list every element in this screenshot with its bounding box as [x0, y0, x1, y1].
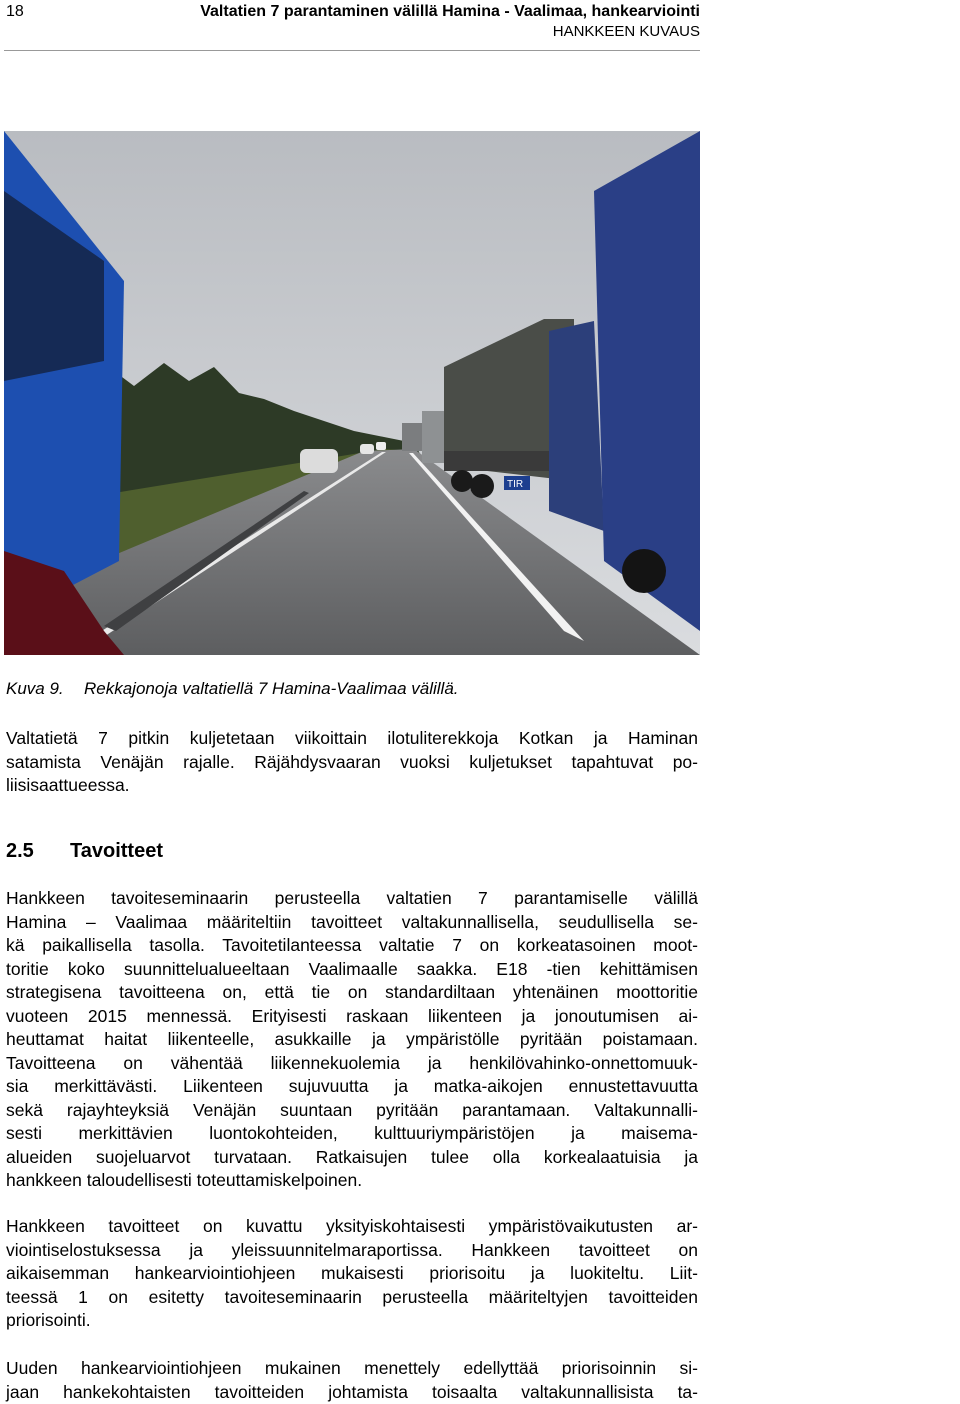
figure-caption-label: Kuva 9. — [6, 679, 84, 699]
text-line: Valtatietä 7 pitkin kuljetetaan viikoittain ilotuliterekkoja Kotkan ja Haminan — [6, 727, 698, 751]
truck-wheel — [622, 549, 666, 593]
text-line: sia merkittävästi. Liikenteen sujuvuutta ja matka-aikojen ennustettavuutta — [6, 1075, 698, 1099]
figure-caption-text: Rekkajonoja valtatiellä 7 Hamina-Vaalimaa välillä. — [84, 679, 459, 698]
distant-car — [360, 444, 374, 454]
section-heading — [6, 840, 163, 863]
tir-label: TIR — [507, 479, 523, 490]
text-line: aikaisemman hankearviointiohjeen mukaisesti priorisoitu ja luokiteltu. Liit- — [6, 1262, 698, 1286]
text-line: Uuden hankearviointiohjeen mukainen menettely edellyttää priorisoinnin si- — [6, 1357, 698, 1381]
text-line: jaan hankekohtaisten tavoitteiden johtamista toisaalta valtakunnallisista ta- — [6, 1381, 698, 1404]
running-header-subtitle: HANKKEEN KUVAUS — [553, 23, 700, 40]
distant-truck — [402, 423, 422, 451]
paragraph-3 — [6, 1357, 698, 1404]
text-line: toritie koko suunnittelualueeltaan Vaalimaalle saakka. E18 -tien kehittämisen — [6, 958, 698, 982]
text-line: sekä rajayhteyksiä Venäjän suuntaan pyritään parantamaan. Valtakunnalli- — [6, 1099, 698, 1123]
running-header-title: Valtatien 7 parantaminen välillä Hamina - Vaalimaa, hankearviointi — [200, 3, 700, 21]
figure-caption — [6, 679, 459, 699]
section-number: 2.5 — [6, 840, 70, 863]
text-line: kä paikallisella tasolla. Tavoitetilanteessa valtatie 7 on korkeatasoinen moot- — [6, 934, 698, 958]
text-line: sesti merkittävien luontokohteiden, kulttuuriympäristöjen ja maisema- — [6, 1122, 698, 1146]
text-line: liisisaattueessa. — [6, 774, 698, 798]
page-number: 18 — [6, 3, 24, 21]
truck-wheel — [470, 474, 494, 498]
text-line: Hankkeen tavoitteet on kuvattu yksityiskohtaisesti ympäristövaikutusten ar- — [6, 1215, 698, 1239]
text-line: teessä 1 on esitetty tavoiteseminaarin perusteella määriteltyjen tavoitteiden — [6, 1286, 698, 1310]
paragraph-2 — [6, 1215, 698, 1333]
text-line: strategisena tavoitteena on, että tie on standardiltaan yhtenäinen moottoritie — [6, 981, 698, 1005]
intro-paragraph — [6, 727, 698, 798]
text-line: Tavoitteena on vähentää liikennekuolemia ja henkilövahinko-onnettomuuk- — [6, 1052, 698, 1076]
text-line: alueiden suojeluarvot turvataan. Ratkaisujen tulee olla korkealaatuisia ja — [6, 1146, 698, 1170]
text-line: hankkeen taloudellisesti toteuttamiskelpoinen. — [6, 1169, 698, 1193]
distant-truck — [422, 411, 444, 463]
text-line: vuoteen 2015 mennessä. Erityisesti raskaan liikenteen ja jonoutumisen ai- — [6, 1005, 698, 1029]
section-title: Tavoitteet — [70, 840, 163, 862]
truck-wheel — [451, 470, 473, 492]
text-line: priorisointi. — [6, 1309, 698, 1333]
header-divider — [4, 50, 700, 51]
text-line: satamista Venäjän rajalle. Räjähdysvaaran vuoksi kuljetukset tapahtuvat po- — [6, 751, 698, 775]
paragraph-1 — [6, 887, 698, 1193]
distant-car — [376, 442, 386, 450]
road-photo — [4, 131, 700, 655]
text-line: Hamina – Vaalimaa määriteltiin tavoitteet valtakunnallisella, seudullisella se- — [6, 911, 698, 935]
text-line: viointiselostuksessa ja yleissuunnitelmaraportissa. Hankkeen tavoitteet on — [6, 1239, 698, 1263]
text-line: Hankkeen tavoiteseminaarin perusteella valtatien 7 parantamiselle välillä — [6, 887, 698, 911]
distant-car — [300, 449, 338, 473]
text-line: heuttamat haitat liikenteelle, asukkaille ja ympäristölle pyritään poistamaan. — [6, 1028, 698, 1052]
